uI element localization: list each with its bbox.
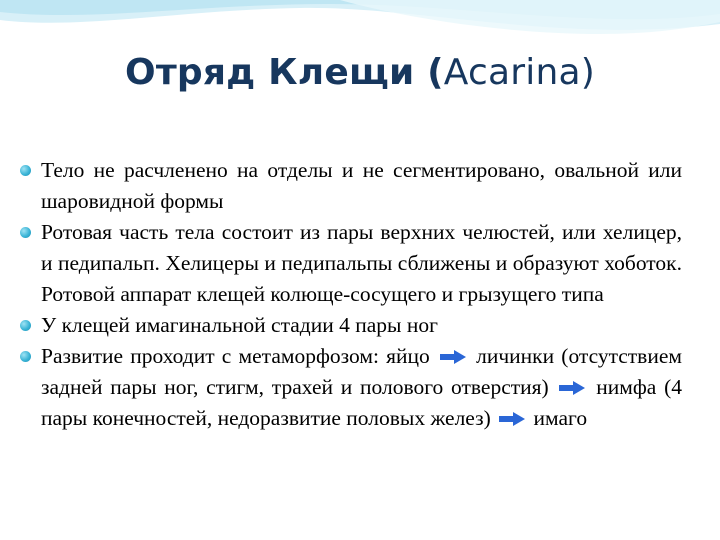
- bullet-item: [20, 217, 682, 310]
- bullet-text: Ротовая часть тела состоит из пары верхних челюстей, или хелицер, и педипальп. Хелицеры и педипальпы сближены и образуют хоботок. Ротовой аппарат клещей колюще-сосущего и грызущего типа: [41, 220, 682, 306]
- bullet-text-part: Развитие проходит с метаморфозом: яйцо: [41, 344, 430, 368]
- right-arrow-icon: [498, 411, 526, 427]
- right-arrow-icon: [558, 380, 586, 396]
- bullet-text-part: нимфа (4 пары конечностей, недоразвитие половых желез): [41, 375, 683, 430]
- title-close-paren: ): [580, 52, 595, 93]
- bullet-text: У клещей имагинальной стадии 4 пары ног: [41, 313, 438, 337]
- bullet-text-part: личинки (отсутствием задней пары ног, стигм, трахей и полового отверстия): [41, 344, 682, 399]
- title-russian: Отряд Клещи (: [125, 52, 444, 93]
- title-latin: Acarina: [443, 52, 581, 93]
- slide-title: [0, 52, 720, 93]
- bullet-item: [20, 310, 682, 341]
- right-arrow-icon: [439, 349, 467, 365]
- bullet-text: Тело не расчленено на отделы и не сегментировано, овальной или шаровидной формы: [41, 158, 682, 213]
- circle-bullet-icon: [20, 351, 31, 362]
- circle-bullet-icon: [20, 165, 31, 176]
- bullet-text-part: имаго: [533, 406, 588, 430]
- circle-bullet-icon: [20, 320, 31, 331]
- wave-decoration: [0, 0, 720, 60]
- bullet-item: [20, 341, 682, 434]
- bullet-list: [20, 155, 682, 434]
- circle-bullet-icon: [20, 227, 31, 238]
- bullet-item: [20, 155, 682, 217]
